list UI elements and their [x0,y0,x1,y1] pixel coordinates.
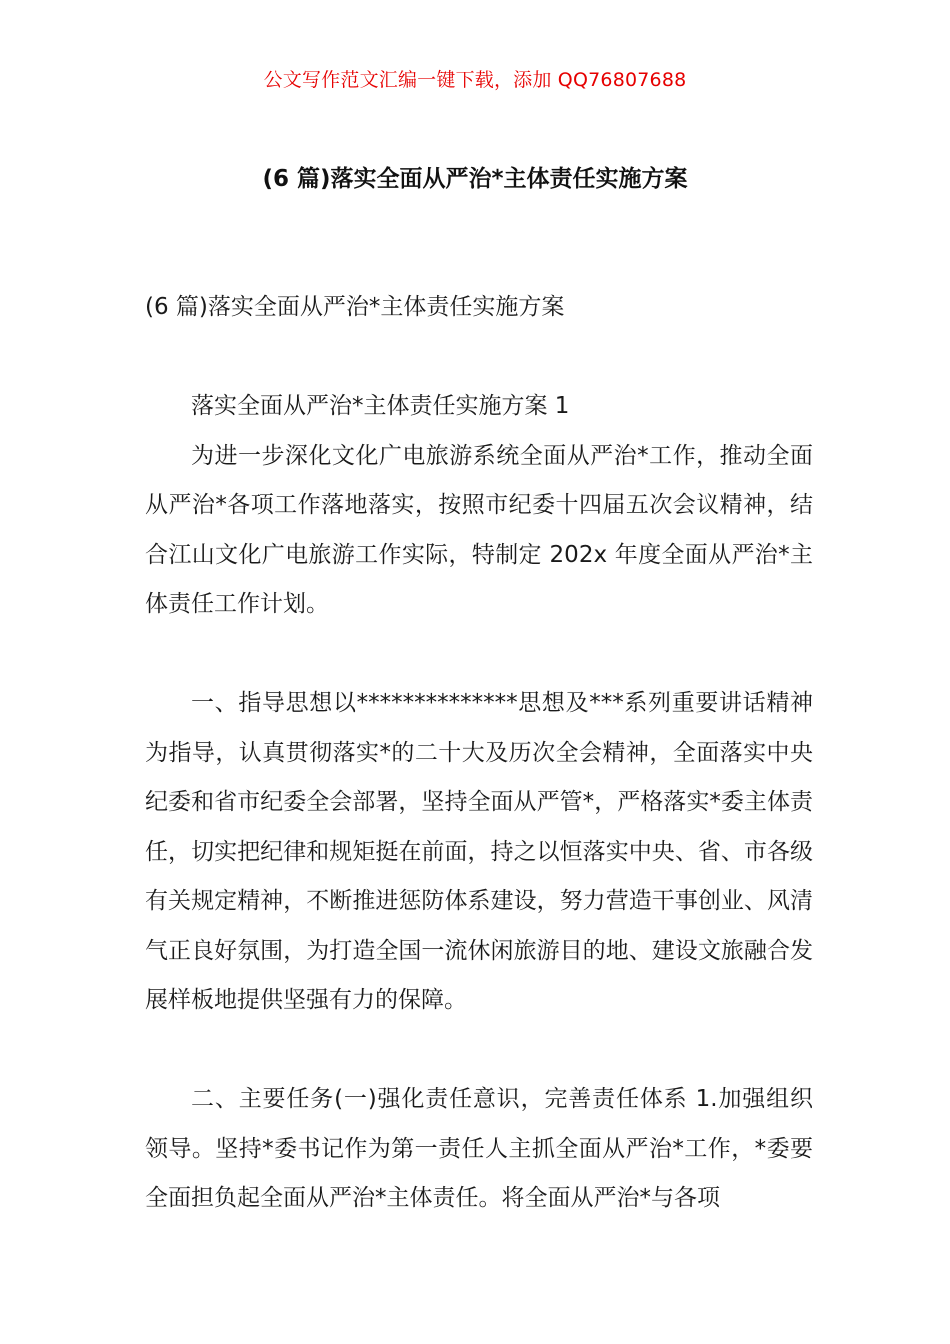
section-heading: 落实全面从严治*主体责任实施方案 1 [191,393,570,419]
document-subtitle: (6 篇)落实全面从严治*主体责任实施方案 [145,294,565,320]
document-body [145,283,813,1224]
paragraph-intro: 为进一步深化文化广电旅游系统全面从严治*工作，推动全面从严治*各项工作落地落实，按照市纪委十四届五次会议精神，结合江山文化广电旅游工作实际，特制定 202x 年度全面从严治*主体责任工作计划。 [145,442,813,617]
paragraph-main-tasks: 二、主要任务(一)强化责任意识，完善责任体系 1.加强组织领导。坚持*委书记作为第一责任人主抓全面从严治*工作，*委要全面担负起全面从严治*主体责任。将全面从严治*与各项 [145,1086,813,1211]
promo-header[interactable]: 公文写作范文汇编一键下载，添加 QQ76807688 [263,69,687,91]
document-title: (6 篇)落实全面从严治*主体责任实施方案 [262,166,688,192]
paragraph-guiding-ideology: 一、指导思想以**************思想及***系列重要讲话精神为指导，认真贯彻落实*的二十大及历次全会精神，全面落实中央纪委和省市纪委全会部署，坚持全面从严管*，严格落实*委主体责任，切实把纪律和规矩挺在前面，持之以恒落实中央、省、市各级有关规定精神，不断推进惩防体系建设，努力营造干事创业、风清气正良好氛围，为打造全国一流休闲旅游目的地、建设文旅融合发展样板地提供坚强有力的保障。 [145,690,813,1013]
